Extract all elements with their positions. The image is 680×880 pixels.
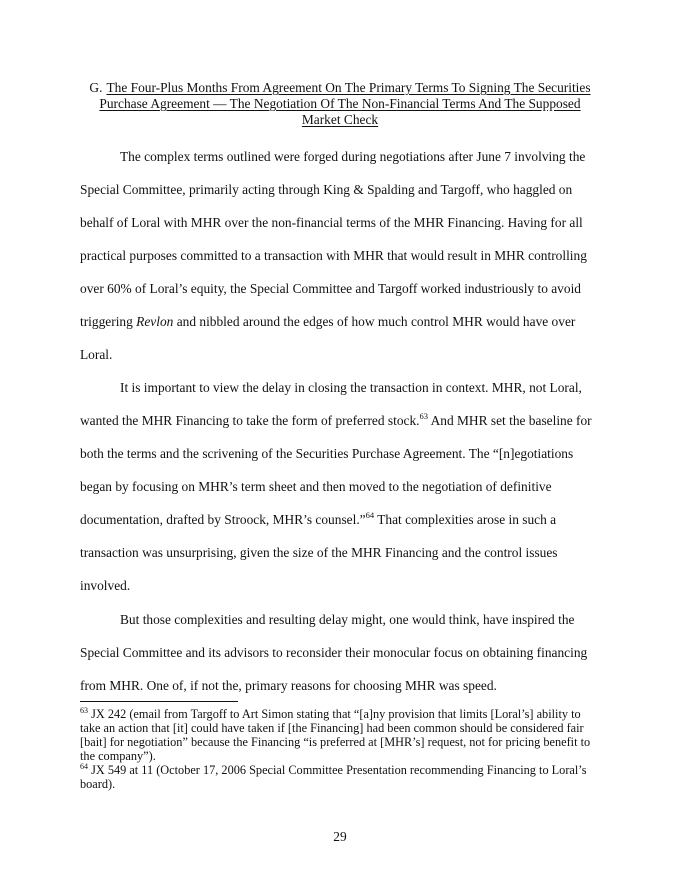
footnote-separator	[80, 701, 238, 702]
footnote-number: 63	[80, 706, 88, 715]
section-letter: G.	[89, 80, 103, 95]
paragraph-text: But those complexities and resulting delay might, one would think, have inspired the Special Committee and its advisors to reconsider their monocular focus on obtaining financing from MHR. One of, if not the, primary reasons for choosing MHR was speed.	[80, 612, 588, 693]
body-paragraph-1	[80, 140, 600, 371]
footnote-63	[80, 707, 600, 763]
paragraph-text: It is important to view the delay in closing the transaction in context. MHR, not Loral, wanted the MHR Financing to take the form of preferred stock.	[80, 380, 582, 428]
footnote-ref-64[interactable]: 64	[365, 510, 375, 520]
paragraph-text: And MHR set the baseline for both the terms and the scrivening of the Securities Purchase Agreement. The “[n]egotiations began by focusing on MHR’s term sheet and then moved to the negotiation of definitive documentation, drafted by Stroock, MHR’s counsel.”	[80, 413, 592, 527]
footnotes	[80, 707, 600, 791]
paragraph-text: That complexities arose in such a transaction was unsurprising, given the size of the MHR Financing and the control issues involved.	[80, 512, 558, 593]
footnote-ref-63[interactable]: 63	[419, 411, 428, 421]
section-title: The Four-Plus Months From Agreement On The Primary Terms To Signing The Securities Purchase Agreement — The Negotiation Of The Non-Financial Terms And The Supposed Market Check	[99, 80, 591, 127]
footnote-number: 64	[80, 762, 88, 771]
body-paragraph-2	[80, 371, 600, 602]
paragraph-text: The complex terms outlined were forged during negotiations after June 7 involving the Special Committee, primarily acting through King & Spalding and Targoff, who haggled on behalf of Loral with MHR over the non-financial terms of the MHR Financing. Having for all practical purposes committed to a transaction with MHR that would result in MHR controlling over 60% of Loral’s equity, the Special Committee and Targoff worked industriously to avoid triggering	[80, 149, 587, 329]
paragraph-text: and nibbled around the edges of how much control MHR would have over Loral.	[80, 314, 576, 362]
section-heading	[80, 80, 600, 128]
footnote-64	[80, 763, 600, 791]
page-number: 29	[333, 829, 347, 844]
body-paragraph-3	[80, 603, 600, 702]
case-name-italic: Revlon	[136, 314, 174, 329]
footnote-text: JX 242 (email from Targoff to Art Simon stating that “[a]ny provision that limits [Loral’s] ability to take an action that [it] could have taken if [the Financing] had been common should be considered fair [bait] for negotiation” because the Financing “is preferred at [MHR’s] request, not for pricing benefit to the company”).	[80, 707, 591, 763]
footnote-text: JX 549 at 11 (October 17, 2006 Special Committee Presentation recommending Financing to Loral’s board).	[80, 763, 587, 791]
